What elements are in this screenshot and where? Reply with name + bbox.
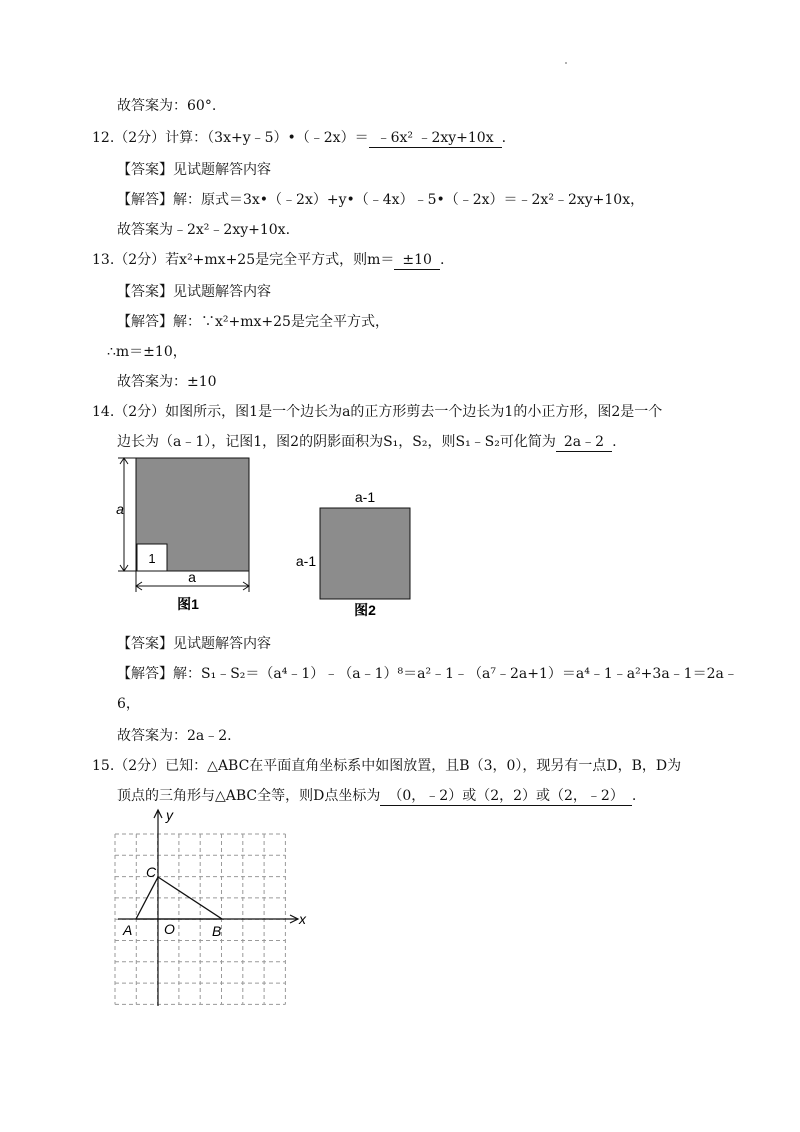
- point-a-label: A: [123, 922, 133, 938]
- q13-blank: ±10: [394, 251, 440, 270]
- question-15-line2: [117, 786, 636, 806]
- q14-answer: 【答案】见试题解答内容: [117, 636, 271, 652]
- q15-end: .: [631, 788, 637, 804]
- q12-final: 故答案为﹣2x²﹣2xy+10x.: [117, 222, 291, 238]
- q12-solution: 【解答】解：原式＝3x•（﹣2x）+y•（﹣4x）﹣5•（﹣2x）＝﹣2x²﹣2xy+10x，: [117, 192, 645, 208]
- q14-final: 故答案为：2a﹣2.: [117, 728, 232, 744]
- question-13: [92, 250, 444, 270]
- fig1-label-1: 1: [148, 551, 156, 566]
- q14-solution-1: 【解答】解：S₁﹣S₂＝（a⁴﹣1）﹣（a﹣1）⁸＝a²﹣1﹣（a⁷﹣2a+1）＝a⁴﹣1﹣a²+3a﹣1＝2a﹣: [117, 666, 738, 682]
- page-dot: [565, 62, 567, 64]
- q13-answer: 【答案】见试题解答内容: [117, 284, 271, 300]
- fig1-label-a-left: a: [116, 501, 124, 517]
- q12-end: .: [501, 130, 507, 146]
- q12-stem: 12.（2分）计算：（3x+y﹣5）•（﹣2x）＝: [92, 130, 369, 146]
- q12-blank: ﹣6x² ﹣2xy+10x: [369, 129, 502, 148]
- fig1-label-a-bottom: a: [188, 569, 196, 585]
- q14-stem2: 边长为（a﹣1），记图1，图2的阴影面积为S₁，S₂，则S₁﹣S₂可化简为: [117, 434, 556, 450]
- question-15-line1: 15.（2分）已知：△ABC在平面直角坐标系中如图放置，且B（3，0），现另有一点D，B，D为: [92, 758, 682, 774]
- fig1-caption: 图1: [177, 596, 199, 612]
- origin-label: O: [164, 921, 175, 937]
- y-axis-label: y: [166, 807, 173, 823]
- q12-answer: 【答案】见试题解答内容: [117, 162, 271, 178]
- coordinate-figure: [108, 806, 318, 1011]
- q13-solution: 【解答】解：∵x²+mx+25是完全平方式，: [117, 314, 389, 330]
- q14-solution-2: 6，: [117, 696, 140, 712]
- figure-2: [292, 488, 422, 620]
- point-b-label: B: [212, 923, 222, 939]
- figure-1: [110, 452, 270, 617]
- q14-blank: 2a﹣2: [556, 433, 612, 452]
- q13-stem: 13.（2分）若x²+mx+25是完全平方式，则m＝: [92, 252, 395, 268]
- point-c-label: C: [146, 864, 157, 880]
- q14-end: .: [612, 434, 617, 450]
- fig2-label-left: a-1: [295, 553, 317, 569]
- fig2-shaded-square: [320, 508, 410, 599]
- q13-final: 故答案为：±10: [117, 374, 217, 390]
- fig2-caption: 图2: [354, 602, 376, 618]
- question-14-line1: 14.（2分）如图所示，图1是一个边长为a的正方形剪去一个边长为1的小正方形，图2是一个: [92, 404, 663, 420]
- answer-line-11: 故答案为：60°.: [117, 98, 217, 114]
- q13-end: .: [439, 252, 445, 268]
- x-axis-label: x: [299, 911, 306, 927]
- question-12: [92, 128, 506, 148]
- fig2-label-top: a-1: [354, 489, 376, 505]
- q13-step: ∴m＝±10，: [107, 344, 187, 360]
- question-14-line2: [117, 432, 617, 452]
- q15-stem2: 顶点的三角形与△ABC全等，则D点坐标为: [117, 788, 381, 804]
- q15-blank: （0，﹣2）或（2，2）或（2，﹣2）: [380, 787, 631, 806]
